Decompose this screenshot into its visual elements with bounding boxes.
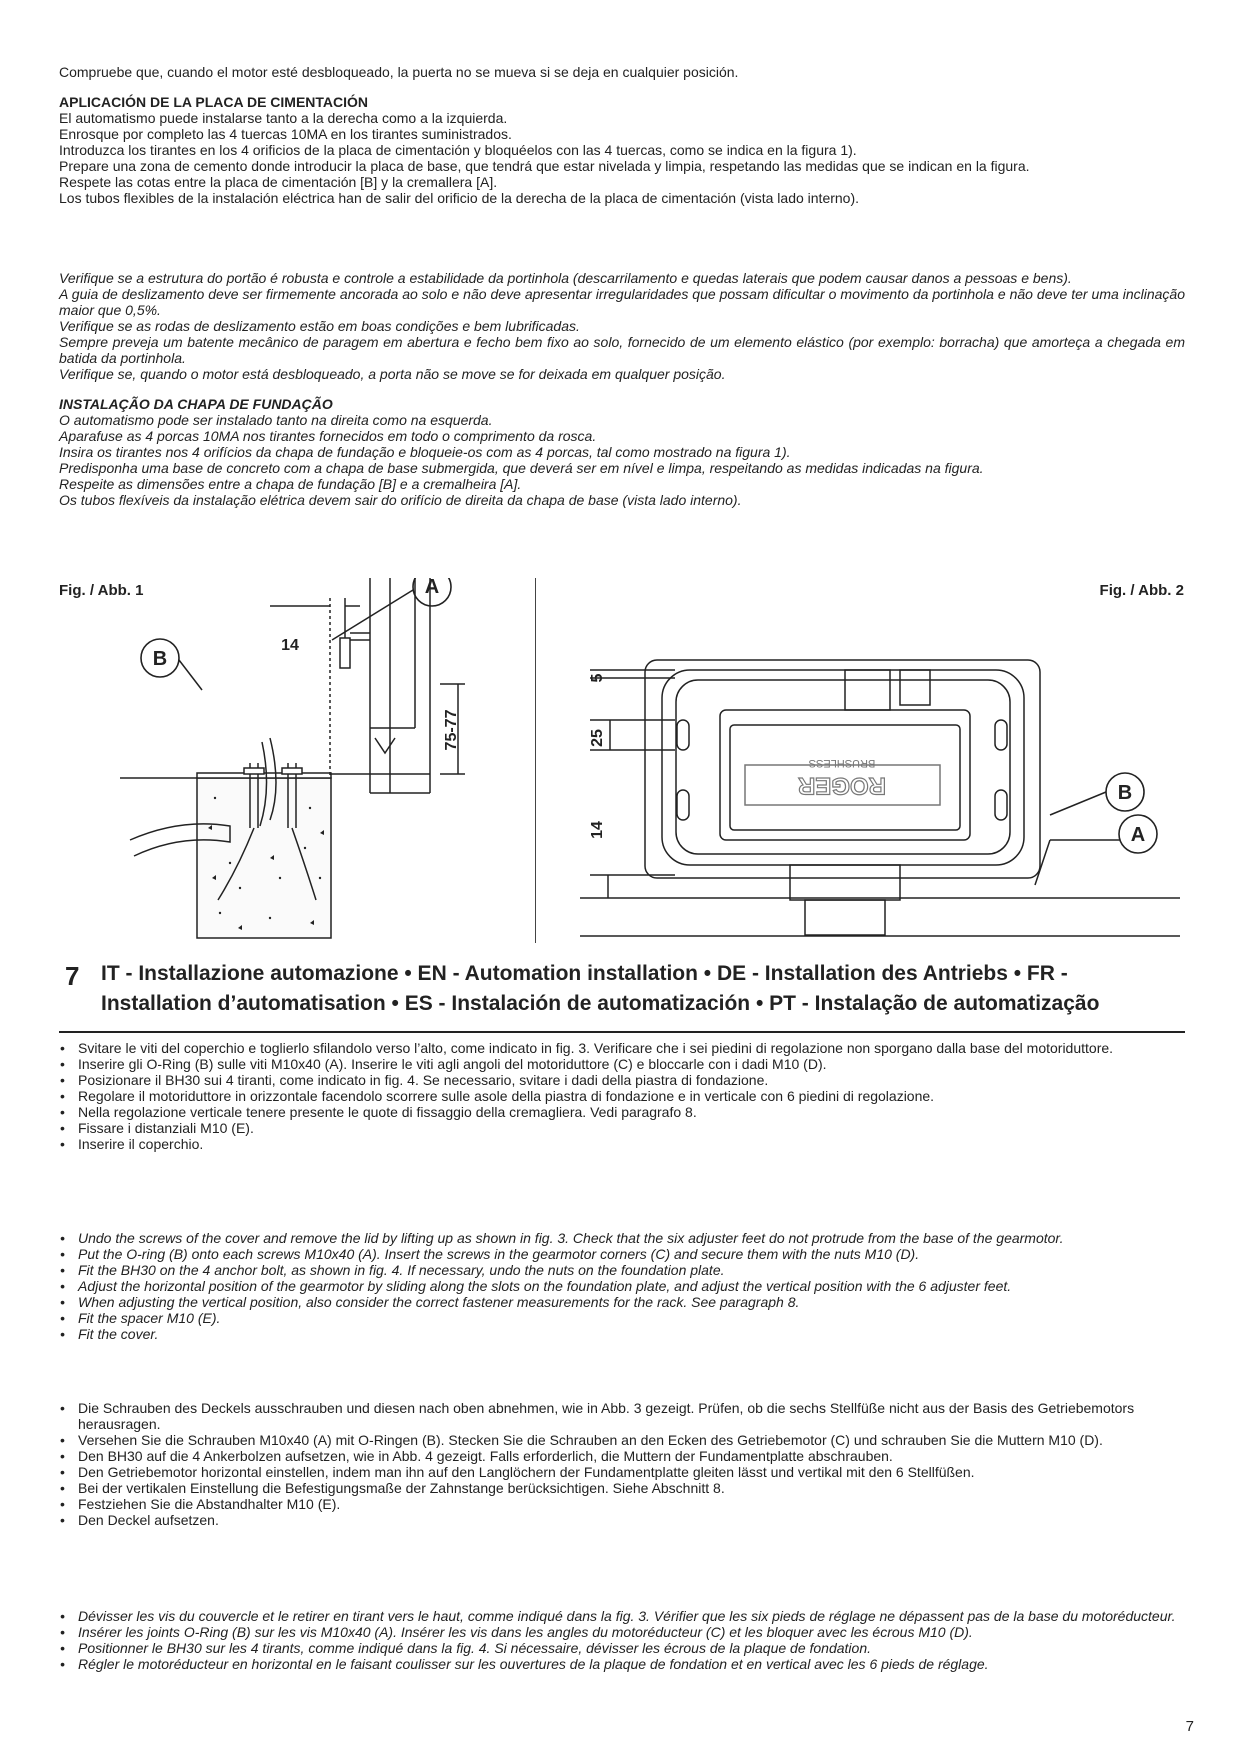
list-item: • Posizionare il BH30 sui 4 tiranti, come indicato in fig. 4. Se necessario, svitare i dadi della piastra di fondazione.: [59, 1072, 1185, 1088]
es-line: El automatismo puede instalarse tanto a la derecha como a la izquierda.: [59, 110, 508, 126]
list-item: • Adjust the horizontal position of the gearmotor by sliding along the slots on the foundation plate, and adjust the vertical position with the 6 adjuster feet.: [59, 1278, 1185, 1294]
pt-intro-line: Sempre preveja um batente mecânico de paragem em abertura e fecho bem fixo ao solo, fornecido de um elemento elástico (por exemplo: borracha) que amorteça a chegada em batida da portinhola.: [59, 334, 1185, 366]
fig1-callout-a: A: [424, 578, 440, 598]
fig1-dim-top: 14: [281, 637, 299, 654]
fig2-dim-3: 14: [589, 821, 606, 839]
es-heading: APLICACIÓN DE LA PLACA DE CIMENTACIÓN: [59, 94, 369, 110]
fr-list: [59, 1608, 1185, 1672]
list-item: • Den BH30 auf die 4 Ankerbolzen aufsetzen, wie in Abb. 4 gezeigt. Falls erforderlich, die Muttern der Fundamentplatte abschrauben.: [59, 1448, 1185, 1464]
list-item: • Svitare le viti del coperchio e toglierlo sfilandolo verso l’alto, come indicato in fig. 3. Verificare che i sei piedini di regolazione non sporgano dalla base del motoriduttore.: [59, 1040, 1185, 1056]
section-title: IT - Installazione automazione • EN - Automation installation • DE - Installation des Antriebs • FR - Installation d’automatisation • ES - Instalación de automatización • PT - Instalação de automatização: [101, 962, 1100, 1015]
list-item: • Versehen Sie die Schrauben M10x40 (A) mit O-Ringen (B). Stecken Sie die Schrauben an den Ecken des Getriebemotor (C) und schrauben Sie die Muttern M10 (D).: [59, 1432, 1185, 1448]
list-item: • Positionner le BH30 sur les 4 tirants, comme indiqué dans la fig. 4. Si nécessaire, dévisser les écrous de la plaque de fondation.: [59, 1640, 1185, 1656]
fig2-callout-b: B: [1117, 782, 1133, 804]
fig2-logo-brand: ROGER: [797, 772, 887, 799]
section-number: 7: [65, 961, 80, 991]
fig1-label: Fig. / Abb. 1: [59, 582, 144, 599]
fig2-dim-2: 25: [589, 729, 606, 747]
es-line: Respete las cotas entre la placa de cimentación [B] y la cremallera [A].: [59, 174, 498, 190]
de-list: [59, 1400, 1185, 1528]
list-item: • Inserire gli O-Ring (B) sulle viti M10x40 (A). Inserire le viti agli angoli del motoriduttore (C) e bloccarle con i dadi M10 (D).: [59, 1056, 1185, 1072]
pt-line: Insira os tirantes nos 4 orifícios da chapa de fundação e bloqueie-os com as 4 porcas, tal como mostrado na figura 1).: [59, 444, 791, 460]
page-number: 7: [1185, 1718, 1194, 1735]
pt-line: Respeite as dimensões entre a chapa de fundação [B] e a cremalheira [A].: [59, 476, 522, 492]
list-item: • Fit the cover.: [59, 1326, 1185, 1342]
list-item: • Fissare i distanziali M10 (E).: [59, 1120, 1185, 1136]
list-item: • Undo the screws of the cover and remove the lid by lifting up as shown in fig. 3. Check that the six adjuster feet do not protrude from the base of the gearmotor.: [59, 1230, 1185, 1246]
list-item: • Régler le motoréducteur en horizontal en le faisant coulisser sur les ouvertures de la plaque de fondation et en vertical avec les 6 pieds de réglage.: [59, 1656, 1185, 1672]
list-item: • When adjusting the vertical position, also consider the correct fastener measurements for the rack. See paragraph 8.: [59, 1294, 1185, 1310]
fig1-dim-side: 75-77: [443, 709, 460, 751]
es-line: Los tubos flexibles de la instalación eléctrica han de salir del orificio de la derecha de la placa de cimentación (vista lado interno).: [59, 190, 860, 206]
list-item: • Dévisser les vis du couvercle et le retirer en tirant vers le haut, comme indiqué dans la fig. 3. Vérifier que les six pieds de réglage ne dépassent pas de la base du motoréducteur.: [59, 1608, 1185, 1624]
fig2-drawing: [580, 640, 1180, 940]
fig2-dim-1: 5: [589, 673, 606, 683]
pt-heading: INSTALAÇÃO DA CHAPA DE FUNDAÇÃO: [59, 396, 333, 412]
pt-line: Aparafuse as 4 porcas 10MA nos tirantes fornecidos em todo o comprimento da rosca.: [59, 428, 597, 444]
fig2-label: Fig. / Abb. 2: [1099, 582, 1184, 599]
list-item: • Insérer les joints O-Ring (B) sur les vis M10x40 (A). Insérer les vis dans les angles du motoréducteur (C) et les bloquer avec les écrous M10 (D).: [59, 1624, 1185, 1640]
it-list: [59, 1040, 1185, 1152]
es-check-text: Compruebe que, cuando el motor esté desbloqueado, la puerta no se mueva si se deja en cualquier posición.: [59, 64, 739, 80]
fig1-callout-b: B: [152, 648, 168, 670]
list-item: • Den Deckel aufsetzen.: [59, 1512, 1185, 1528]
fig2-callout-a: A: [1130, 824, 1146, 846]
pt-intro-line: A guia de deslizamento deve ser firmemente ancorada ao solo e não deve apresentar irregularidades que possam dificultar o movimento da portinhola e não deve ter uma inclinação maior que 0,5%.: [59, 286, 1185, 318]
pt-line: Os tubos flexíveis da instalação elétrica devem sair do orifício de direita da chapa de base (vista lado interno).: [59, 492, 742, 508]
list-item: • Bei der vertikalen Einstellung die Befestigungsmaße der Zahnstange berücksichtigen. Siehe Abschnitt 8.: [59, 1480, 1185, 1496]
pt-line: O automatismo pode ser instalado tanto na direita como na esquerda.: [59, 412, 493, 428]
list-item: • Fit the BH30 on the 4 anchor bolt, as shown in fig. 4. If necessary, undo the nuts on the foundation plate.: [59, 1262, 1185, 1278]
en-list: [59, 1230, 1185, 1342]
list-item: • Die Schrauben des Deckels ausschrauben und diesen nach oben abnehmen, wie in Abb. 3 gezeigt. Prüfen, ob die sechs Stellfüße nicht aus der Basis des Getriebemotors herausragen.: [59, 1400, 1185, 1432]
pt-intro-line: Verifique se, quando o motor está desbloqueado, a porta não se move se for deixada em qualquer posição.: [59, 366, 726, 382]
pt-line: Predisponha uma base de concreto com a chapa de base submergida, que deverá ser em nível e limpa, respeitando as medidas indicadas na figura.: [59, 460, 984, 476]
fig2-logo-sub: BRUSHLESS: [808, 757, 876, 769]
list-item: • Regolare il motoriduttore in orizzontale facendolo scorrere sulle asole della piastra di fondazione e in verticale con 6 piedini di regolazione.: [59, 1088, 1185, 1104]
list-item: • Fit the spacer M10 (E).: [59, 1310, 1185, 1326]
list-item: • Put the O-ring (B) onto each screws M10x40 (A). Insert the screws in the gearmotor corners (C) and secure them with the nuts M10 (D).: [59, 1246, 1185, 1262]
list-item: • Festziehen Sie die Abstandhalter M10 (E).: [59, 1496, 1185, 1512]
figure-divider: [535, 578, 536, 943]
es-section: [59, 64, 1185, 206]
es-line: Enrosque por completo las 4 tuercas 10MA en los tirantes suministrados.: [59, 126, 512, 142]
list-item: • Inserire il coperchio.: [59, 1136, 1185, 1152]
section-rule: [59, 1031, 1185, 1033]
pt-intro-line: Verifique se a estrutura do portão é robusta e controle a estabilidade da portinhola (descarrilamento e quedas laterais que podem causar danos a pessoas e bens).: [59, 270, 1072, 286]
es-line: Prepare una zona de cemento donde introducir la placa de base, que tendrá que estar nivelada y limpia, respetando las medidas que se indican en la figura.: [59, 158, 1030, 174]
pt-intro-line: Verifique se as rodas de deslizamento estão em boas condições e bem lubrificadas.: [59, 318, 580, 334]
list-item: • Nella regolazione verticale tenere presente le quote di fissaggio della cremagliera. Vedi paragrafo 8.: [59, 1104, 1185, 1120]
list-item: • Den Getriebemotor horizontal einstellen, indem man ihn auf den Langlöchern der Fundamentplatte gleiten lässt und vertikal mit den 6 Stellfüßen.: [59, 1464, 1185, 1480]
pt-section: [59, 270, 1185, 508]
es-line: Introduzca los tirantes en los 4 orificios de la placa de cimentación y bloquéelos con las 4 tuercas, como se indica en la figura 1).: [59, 142, 857, 158]
fig1-drawing: [120, 578, 520, 948]
